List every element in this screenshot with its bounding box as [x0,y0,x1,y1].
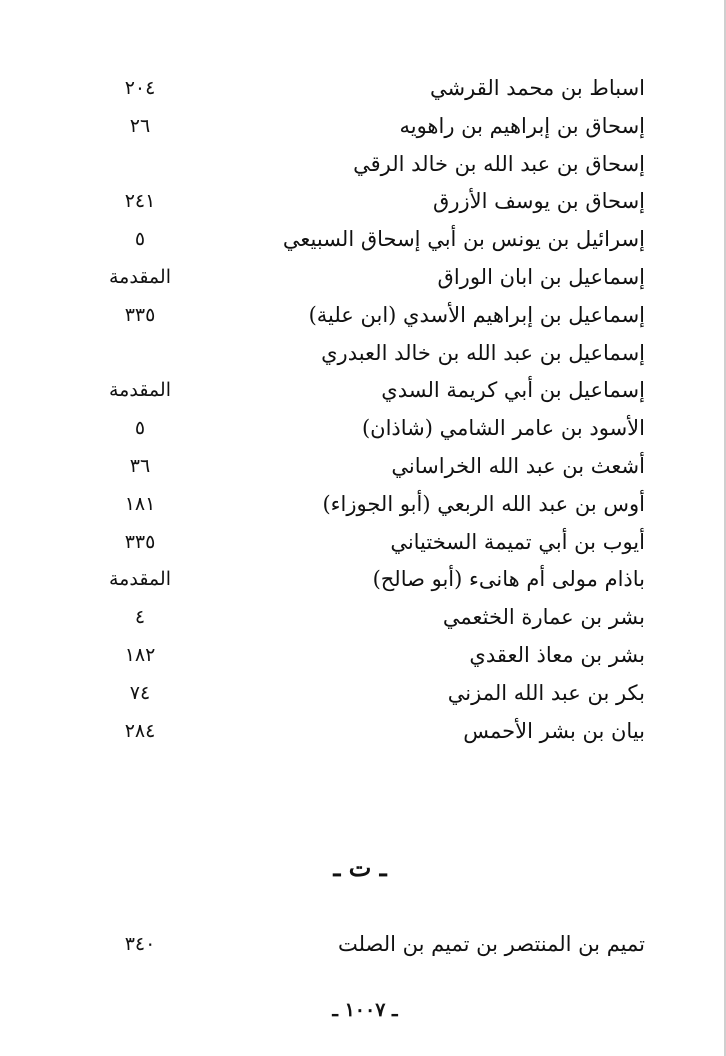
entry-name: الأسود بن عامر الشامي (شاذان) [361,416,645,441]
index-entry [100,561,645,599]
entry-page-ref: ٢٤١ [124,190,156,213]
entry-name: إسماعيل بن أبي كريمة السدي [381,378,645,403]
entry-page-ref: ٣٦ [129,454,151,477]
entry-name: بشر بن معاذ العقدي [469,642,645,667]
entry-page-ref: المقدمة [108,265,171,288]
entry-name: أوس بن عبد الله الربعي (أبو الجوزاء) [322,491,645,516]
index-entry [100,297,645,335]
page-number: ـ ١٠٠٧ ـ [332,999,398,1021]
entry-page-ref: ٣٤٠ [124,933,156,955]
index-entry [100,713,645,751]
index-entry [100,675,645,713]
entry-name: اسباط بن محمد القرشي [430,76,645,100]
entry-name: إسحاق بن عبد الله بن خالد الرقي [353,151,645,176]
index-entry [100,926,645,964]
entry-page-ref: ٥ [134,417,146,440]
entry-page-ref: ٢٠٤ [124,77,156,99]
entry-page-ref: ٣٣٥ [124,303,156,326]
entry-page-ref: ٣٣٥ [124,530,156,553]
index-entry [100,486,645,524]
entry-name: إسماعيل بن عبد الله بن خالد العبدري [321,340,645,365]
index-entry [100,221,645,259]
index-entry [100,524,645,562]
index-entry [100,335,645,373]
entry-name: بيان بن بشر الأحمس [463,718,645,743]
entry-page-ref: المقدمة [108,568,171,591]
entry-name: أشعث بن عبد الله الخراساني [391,453,645,478]
entry-name: إسرائيل بن يونس بن أبي إسحاق السبيعي [282,227,645,252]
entry-name: إسماعيل بن إبراهيم الأسدي (ابن علية) [308,302,645,327]
index-entry [100,108,645,146]
index-entry [100,637,645,675]
index-entry [100,70,645,108]
entry-page-ref: ٥ [134,228,146,251]
entry-page-ref: المقدمة [108,379,171,402]
index-entry [100,599,645,637]
index-entry [100,448,645,486]
entry-page-ref: ٢٦ [129,114,151,137]
section-heading-ta: ـ ت ـ [333,853,387,882]
entry-page-ref: ١٨١ [124,492,156,515]
index-entry [100,146,645,184]
entry-name: إسحاق بن يوسف الأزرق [433,189,645,214]
entry-name: إسماعيل بن ابان الوراق [437,264,645,289]
entry-name: أيوب بن أبي تميمة السختياني [390,529,645,554]
index-entry [100,259,645,297]
entry-page-ref: ٤ [134,606,146,629]
entry-name: تميم بن المنتصر بن تميم بن الصلت [337,932,645,956]
entry-page-ref: ١٨٢ [124,643,156,666]
entry-name: بشر بن عمارة الخثعمي [442,605,645,630]
entry-name: بكر بن عبد الله المزني [447,680,645,705]
entry-page-ref: ٧٤ [129,681,151,704]
entry-name: باذام مولى أم هانىء (أبو صالح) [372,567,645,592]
entry-name: إسحاق بن إبراهيم بن راهويه [399,113,645,138]
index-entry [100,183,645,221]
entry-page-ref: ٢٨٤ [124,719,156,742]
index-entry [100,372,645,410]
index-entries-list [100,70,645,750]
index-entry [100,410,645,448]
